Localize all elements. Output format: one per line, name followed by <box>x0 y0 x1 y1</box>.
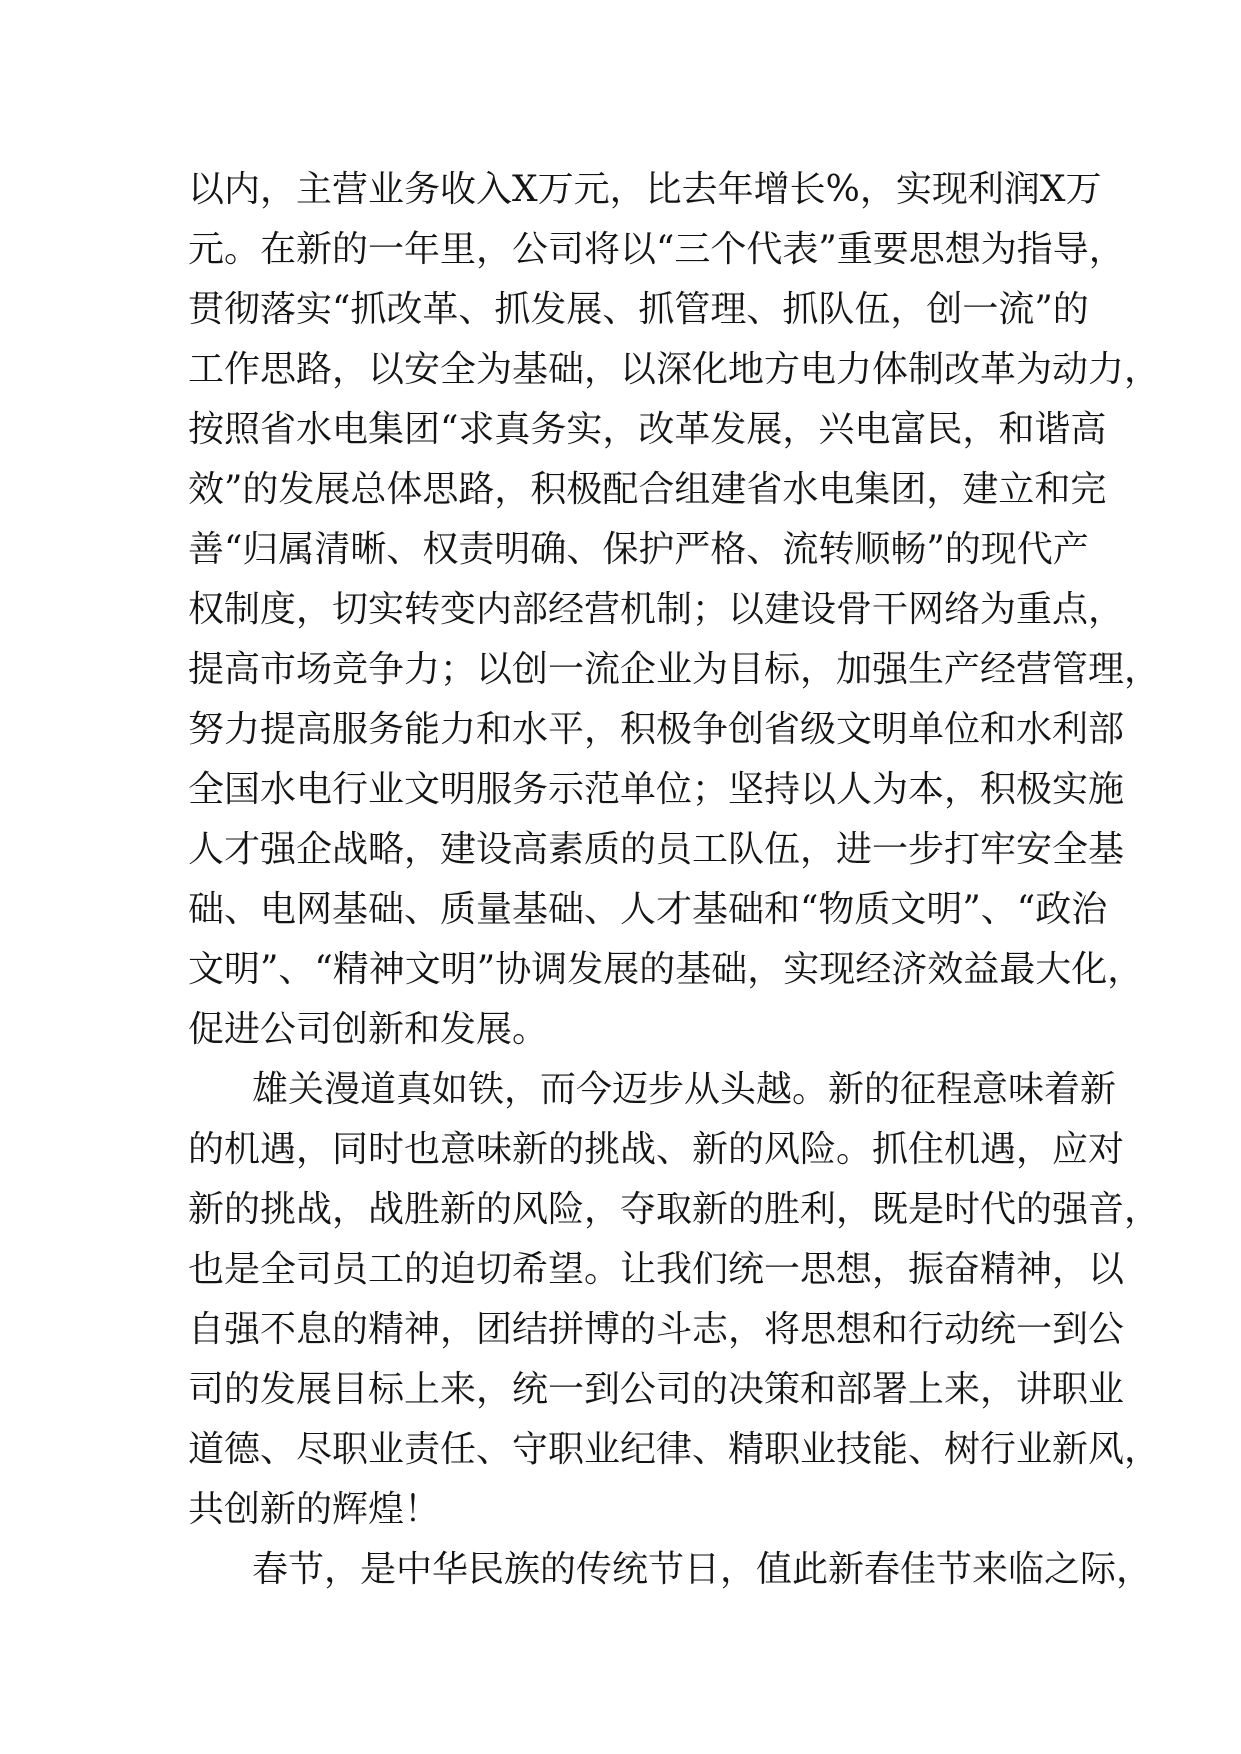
text-line: 元。在新的一年里，公司将以“三个代表”重要思想为指导， <box>188 229 1125 270</box>
text-line: 工作思路，以安全为基础，以深化地方电力体制改革为动力， <box>188 349 1161 390</box>
text-line: 雄关漫道真如铁，而今迈步从头越。新的征程意味着新 <box>252 1069 1117 1110</box>
text-line: 按照省水电集团“求真务实，改革发展，兴电富民，和谐高 <box>188 409 1107 450</box>
text-line: 的机遇，同时也意味新的挑战、新的风险。抓住机遇，应对 <box>188 1129 1125 1170</box>
text-line: 春节，是中华民族的传统节日，值此新春佳节来临之际， <box>252 1549 1153 1590</box>
text-line: 贯彻落实“抓改革、抓发展、抓管理、抓队伍，创一流”的 <box>188 289 1089 330</box>
text-line: 以内，主营业务收入X万元，比去年增长%，实现利润X万 <box>188 169 1102 210</box>
text-line: 础、电网基础、质量基础、人才基础和“物质文明”、“政治 <box>188 889 1108 930</box>
text-line: 也是全司员工的迫切希望。让我们统一思想，振奋精神，以 <box>188 1249 1125 1290</box>
text-line: 司的发展目标上来，统一到公司的决策和部署上来，讲职业 <box>188 1369 1125 1410</box>
text-line: 促进公司创新和发展。 <box>188 1009 549 1050</box>
paragraph-3 <box>188 1540 1153 1600</box>
text-line: 善“归属清晰、权责明确、保护严格、流转顺畅”的现代产 <box>188 529 1089 570</box>
text-line: 新的挑战，战胜新的风险，夺取新的胜利，既是时代的强音， <box>188 1189 1161 1230</box>
text-line: 道德、尽职业责任、守职业纪律、精职业技能、树行业新风， <box>188 1429 1161 1470</box>
text-line: 效”的发展总体思路，积极配合组建省水电集团，建立和完 <box>188 469 1107 510</box>
document-body <box>188 160 1161 1600</box>
text-line: 人才强企战略，建设高素质的员工队伍，进一步打牢安全基 <box>188 829 1125 870</box>
paragraph-2 <box>188 1060 1161 1540</box>
text-line: 全国水电行业文明服务示范单位；坚持以人为本，积极实施 <box>188 769 1125 810</box>
text-line: 努力提高服务能力和水平，积极争创省级文明单位和水利部 <box>188 709 1125 750</box>
text-line: 共创新的辉煌！ <box>188 1489 441 1530</box>
text-line: 文明”、“精神文明”协调发展的基础，实现经济效益最大化， <box>188 949 1144 990</box>
text-line: 权制度，切实转变内部经营机制；以建设骨干网络为重点， <box>188 589 1125 630</box>
text-line: 自强不息的精神，团结拼博的斗志，将思想和行动统一到公 <box>188 1309 1125 1350</box>
text-line: 提高市场竞争力；以创一流企业为目标，加强生产经营管理， <box>188 649 1161 690</box>
paragraph-1 <box>188 160 1161 1060</box>
